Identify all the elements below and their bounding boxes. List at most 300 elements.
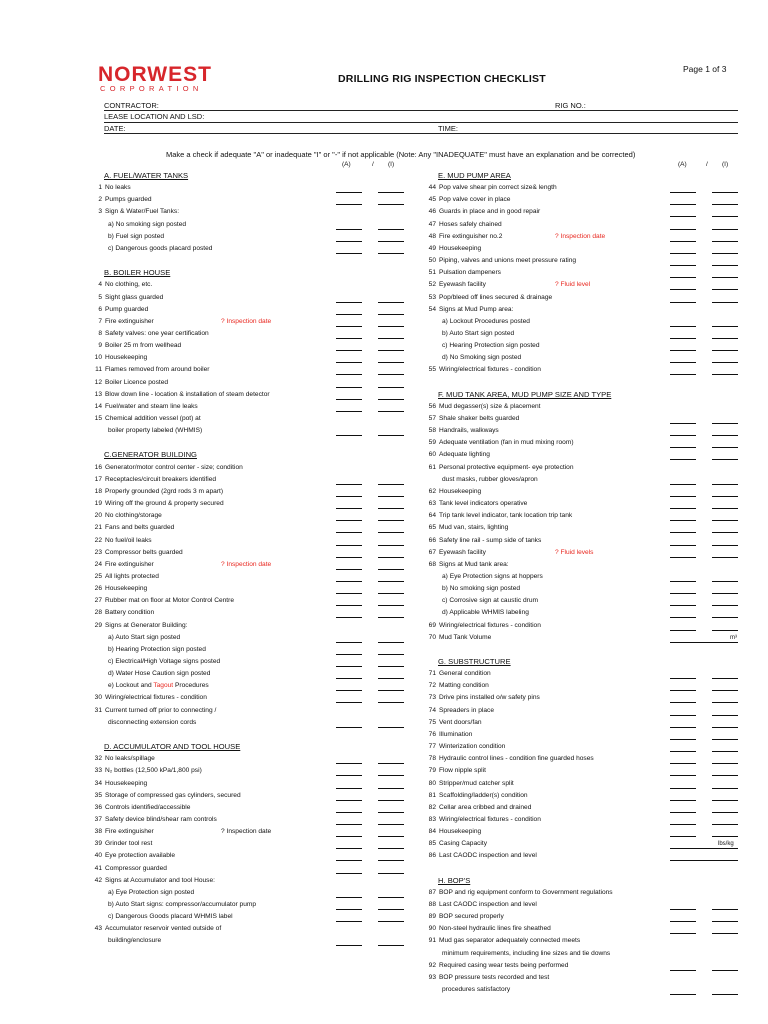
item-label: Fire extinguisher no.2 [439,232,503,240]
adequate-check-field[interactable] [670,508,696,509]
adequate-check-field[interactable] [670,229,696,230]
inadequate-check-field[interactable] [712,581,738,582]
adequate-check-field[interactable] [336,204,362,205]
item-label-part: Procedures [173,682,209,690]
inadequate-check-field[interactable] [712,229,738,230]
adequate-check-field[interactable] [670,617,696,618]
adequate-check-field[interactable] [670,921,696,922]
inadequate-check-field[interactable] [378,666,404,667]
inadequate-check-field[interactable] [712,751,738,752]
item-label: Wiring/electrical fixtures - condition [439,366,541,374]
adequate-check-field[interactable] [336,241,362,242]
adequate-check-field[interactable] [336,362,362,363]
inadequate-check-field[interactable] [712,532,738,533]
item-label: Signs at Mud Pump area: [439,305,514,313]
adequate-check-field[interactable] [336,897,362,898]
adequate-check-field[interactable] [336,496,362,497]
item-label: a) Lockout Procedures posted [442,317,530,325]
adequate-check-field[interactable] [670,593,696,594]
inadequate-check-field[interactable] [378,593,404,594]
adequate-check-field[interactable] [336,617,362,618]
inadequate-check-field[interactable] [378,338,404,339]
item-number: 63 [428,500,436,508]
item-note: ? Inspection date [221,317,272,325]
item-label: Safety device blind/shear ram controls [105,815,217,823]
inadequate-check-field[interactable] [712,994,738,995]
item-number: 59 [428,439,436,447]
inadequate-check-field[interactable] [712,435,738,436]
adequate-check-field[interactable] [336,642,362,643]
item-number: 55 [428,366,436,374]
left-col-i-header: (I) [388,161,395,168]
inadequate-check-field[interactable] [712,836,738,837]
inadequate-check-field[interactable] [712,545,738,546]
inadequate-check-field[interactable] [378,508,404,509]
item-number: 46 [428,208,436,216]
adequate-check-field[interactable] [336,605,362,606]
item-number: 13 [94,390,102,398]
inadequate-check-field[interactable] [712,921,738,922]
adequate-check-field[interactable] [670,824,696,825]
adequate-check-field[interactable] [336,314,362,315]
adequate-check-field[interactable] [670,423,696,424]
inadequate-check-field[interactable] [712,496,738,497]
item-label: Pump guarded [105,305,149,313]
adequate-check-field[interactable] [336,350,362,351]
adequate-check-field[interactable] [670,216,696,217]
item-label: BOP pressure tests recorded and test [439,973,550,981]
inadequate-check-field[interactable] [712,678,738,679]
item-number: 70 [428,633,436,641]
item-label: c) Dangerous Goods placard WHMIS label [108,913,233,921]
inadequate-check-field[interactable] [378,557,404,558]
item-number: 47 [428,220,436,228]
item-label: Drive pins installed o/w safety pins [439,694,540,702]
adequate-check-field[interactable] [670,715,696,716]
inadequate-check-field[interactable] [378,253,404,254]
inadequate-check-field[interactable] [378,362,404,363]
adequate-check-field[interactable] [670,265,696,266]
adequate-check-field[interactable] [336,411,362,412]
adequate-check-field[interactable] [336,399,362,400]
adequate-check-field[interactable] [336,848,362,849]
adequate-check-field[interactable] [336,435,362,436]
item-label: Wiring/electrical fixtures - condition [439,815,541,823]
item-note: ? Inspection date [221,828,272,836]
item-label: Eyewash facility [439,548,486,556]
adequate-check-field[interactable] [670,909,696,910]
adequate-check-field[interactable] [670,630,696,631]
item-number: 54 [428,305,436,313]
right-col-slash-header: / [706,161,708,168]
adequate-check-field[interactable] [670,484,696,485]
inadequate-check-field[interactable] [712,630,738,631]
item-label: a) Auto Start sign posted [108,633,181,641]
adequate-check-field[interactable] [336,824,362,825]
item-label: dust masks, rubber gloves/apron [442,475,538,483]
inadequate-check-field[interactable] [712,824,738,825]
inadequate-check-field[interactable] [712,605,738,606]
section-heading-c-generator-building: C.GENERATOR BUILDING [104,450,197,460]
item-label: Wiring off the ground & property secured [105,500,224,508]
item-label: Last CAODC inspection and level [439,852,537,860]
inadequate-check-field[interactable] [712,593,738,594]
item-label: Fans and belts guarded [105,524,175,532]
item-label: Piping, valves and unions meet pressure rating [439,257,577,265]
adequate-check-field[interactable] [336,788,362,789]
inadequate-check-field[interactable] [378,945,404,946]
inadequate-check-field[interactable] [378,836,404,837]
item-label: Housekeeping [105,354,148,362]
inadequate-check-field[interactable] [712,374,738,375]
item-number: 20 [94,512,102,520]
item-label: c) Electrical/High Voltage signs posted [108,658,221,665]
adequate-check-field[interactable] [670,800,696,801]
inadequate-check-field[interactable] [378,496,404,497]
inadequate-check-field[interactable] [378,302,404,303]
inadequate-check-field[interactable] [712,690,738,691]
item-label: Housekeeping [439,828,482,836]
item-number: 86 [428,852,436,860]
adequate-check-field[interactable] [336,253,362,254]
inadequate-check-field[interactable] [378,204,404,205]
adequate-check-field[interactable] [670,994,696,995]
adequate-check-field[interactable] [336,678,362,679]
item-number: 69 [428,621,436,629]
item-label: d) No Smoking sign posted [442,354,522,362]
inadequate-check-field[interactable] [378,484,404,485]
adequate-check-field[interactable] [670,302,696,303]
item-label: Wiring/electrical fixtures - condition [439,621,541,629]
value-entry-field[interactable] [670,642,738,643]
item-number: 32 [94,755,102,763]
inadequate-check-field[interactable] [712,617,738,618]
inadequate-check-field[interactable] [378,873,404,874]
adequate-check-field[interactable] [670,605,696,606]
inadequate-check-field[interactable] [378,532,404,533]
item-number: 49 [428,244,436,252]
item-label: building/enclosure [108,937,162,945]
adequate-check-field[interactable] [670,775,696,776]
item-label: a) Eye Protection signs at hoppers [442,572,543,580]
adequate-check-field[interactable] [336,763,362,764]
item-number: 51 [428,269,436,277]
inadequate-check-field[interactable] [712,715,738,716]
adequate-check-field[interactable] [336,727,362,728]
item-number: 11 [95,366,102,374]
inadequate-check-field[interactable] [378,897,404,898]
adequate-check-field[interactable] [336,229,362,230]
inadequate-check-field[interactable] [712,216,738,217]
inadequate-check-field[interactable] [378,229,404,230]
inadequate-check-field[interactable] [378,642,404,643]
item-label: Fire extinguisher [105,317,154,325]
item-label: Properly grounded (2grd rods 3 m apart) [105,487,224,495]
inadequate-check-field[interactable] [378,824,404,825]
inadequate-check-field[interactable] [712,520,738,521]
inadequate-check-field[interactable] [712,739,738,740]
item-label: Scaffolding/ladder(s) condition [439,791,528,799]
item-label: No clothing/storage [105,512,162,520]
item-number: 57 [428,415,436,422]
item-number: 92 [428,961,436,969]
inadequate-check-field[interactable] [712,484,738,485]
item-number: 17 [94,475,102,483]
item-label: Battery condition [105,609,155,617]
item-label: Accumulator reservoir vented outside of [105,925,222,933]
inadequate-check-field[interactable] [712,253,738,254]
adequate-check-field[interactable] [670,459,696,460]
adequate-check-field[interactable] [336,921,362,922]
adequate-check-field[interactable] [336,593,362,594]
item-label: Flames removed from around boiler [105,366,210,374]
item-number: 45 [428,196,436,204]
inadequate-check-field[interactable] [378,581,404,582]
adequate-check-field[interactable] [336,812,362,813]
adequate-check-field[interactable] [670,557,696,558]
inadequate-check-field[interactable] [712,289,738,290]
adequate-check-field[interactable] [336,192,362,193]
inadequate-check-field[interactable] [378,921,404,922]
inadequate-check-field[interactable] [378,399,404,400]
inadequate-check-field[interactable] [712,812,738,813]
item-label: Fire extinguisher [105,828,154,836]
inadequate-check-field[interactable] [712,508,738,509]
item-label: Vent doors/fan [439,718,482,726]
item-label: Last CAODC inspection and level [439,901,537,908]
adequate-check-field[interactable] [670,435,696,436]
inadequate-check-field[interactable] [378,775,404,776]
item-label-part: e) Lockout and [108,682,154,690]
inadequate-check-field[interactable] [712,702,738,703]
inadequate-check-field[interactable] [378,192,404,193]
adequate-check-field[interactable] [670,326,696,327]
adequate-check-field[interactable] [670,788,696,789]
item-label: Pop valve cover in place [439,196,511,204]
inadequate-check-field[interactable] [378,800,404,801]
item-number: 42 [94,876,102,884]
adequate-check-field[interactable] [670,204,696,205]
item-number: 88 [428,901,436,908]
adequate-check-field[interactable] [336,569,362,570]
inadequate-check-field[interactable] [378,605,404,606]
item-number: 21 [94,524,102,532]
item-number: 66 [428,536,436,544]
adequate-check-field[interactable] [336,374,362,375]
item-label: Pop valve shear pin correct size& length [439,184,557,192]
item-number: 34 [94,779,102,787]
adequate-check-field[interactable] [670,702,696,703]
inadequate-check-field[interactable] [712,277,738,278]
inadequate-check-field[interactable] [378,702,404,703]
inadequate-check-field[interactable] [712,326,738,327]
inadequate-check-field[interactable] [712,775,738,776]
adequate-check-field[interactable] [670,241,696,242]
inadequate-check-field[interactable] [378,727,404,728]
item-label: Safety valves: one year certification [105,329,209,337]
inadequate-check-field[interactable] [378,411,404,412]
adequate-check-field[interactable] [670,447,696,448]
item-label: Receptacles/circuit breakers identified [105,475,217,483]
inadequate-check-field[interactable] [712,557,738,558]
inadequate-check-field[interactable] [712,350,738,351]
inadequate-check-field[interactable] [378,860,404,861]
inadequate-check-field[interactable] [378,326,404,327]
adequate-check-field[interactable] [670,836,696,837]
adequate-check-field[interactable] [670,374,696,375]
inadequate-check-field[interactable] [712,800,738,801]
item-label: Sight glass guarded [105,293,164,301]
inadequate-check-field[interactable] [378,387,404,388]
item-number: 82 [428,803,436,811]
adequate-check-field[interactable] [670,739,696,740]
adequate-check-field[interactable] [670,253,696,254]
item-label: Adequate lighting [439,451,490,459]
adequate-check-field[interactable] [336,909,362,910]
adequate-check-field[interactable] [670,520,696,521]
item-label: Signs at Accumulator and tool House: [105,876,215,884]
item-label: b) Fuel sign posted [108,232,165,240]
adequate-check-field[interactable] [336,666,362,667]
page-title: DRILLING RIG INSPECTION CHECKLIST [338,73,546,85]
adequate-check-field[interactable] [336,836,362,837]
inadequate-check-field[interactable] [712,763,738,764]
inadequate-check-field[interactable] [712,933,738,934]
adequate-check-field[interactable] [670,970,696,971]
adequate-check-field[interactable] [670,678,696,679]
inadequate-check-field[interactable] [712,727,738,728]
inadequate-check-field[interactable] [378,678,404,679]
adequate-check-field[interactable] [336,581,362,582]
adequate-check-field[interactable] [670,289,696,290]
adequate-check-field[interactable] [670,277,696,278]
inadequate-check-field[interactable] [378,654,404,655]
adequate-check-field[interactable] [336,545,362,546]
inadequate-check-field[interactable] [378,374,404,375]
inadequate-check-field[interactable] [712,788,738,789]
item-label: Mud gas separator adequately connected meets [439,937,581,945]
inadequate-check-field[interactable] [712,192,738,193]
item-label: Tank level indicators operative [439,500,528,508]
item-label: Non-steel hydraulic lines fire sheathed [439,925,551,933]
adequate-check-field[interactable] [336,387,362,388]
item-number: 56 [428,402,436,410]
inadequate-check-field[interactable] [712,241,738,242]
adequate-check-field[interactable] [336,860,362,861]
inadequate-check-field[interactable] [712,338,738,339]
value-entry-field[interactable] [670,848,738,849]
inadequate-check-field[interactable] [712,265,738,266]
adequate-check-field[interactable] [336,775,362,776]
item-number: 78 [428,755,436,763]
adequate-check-field[interactable] [670,763,696,764]
adequate-check-field[interactable] [336,702,362,703]
inadequate-check-field[interactable] [378,812,404,813]
instructions: Make a check if adequate "A" or inadequate "I" or "-" if not applicable (Note: Any "INADEQUATE" must have an explanation and be corrected) [166,150,636,159]
item-label: N₂ bottles (12,500 kPa/1,800 psi) [105,767,202,775]
item-number: 67 [428,548,436,556]
inadequate-check-field[interactable] [378,314,404,315]
adequate-check-field[interactable] [670,727,696,728]
item-label: Pop/bleed off lines secured & drainage [439,293,553,301]
item-number: 14 [94,402,102,410]
adequate-check-field[interactable] [670,192,696,193]
adequate-check-field[interactable] [670,933,696,934]
inadequate-check-field[interactable] [378,848,404,849]
item-number: 33 [94,767,102,775]
adequate-check-field[interactable] [336,338,362,339]
adequate-check-field[interactable] [336,654,362,655]
adequate-check-field[interactable] [670,338,696,339]
inadequate-check-field[interactable] [378,909,404,910]
adequate-check-field[interactable] [336,873,362,874]
item-number: 3 [98,208,102,216]
inadequate-check-field[interactable] [378,617,404,618]
adequate-check-field[interactable] [336,532,362,533]
item-number: 80 [428,779,436,787]
inadequate-check-field[interactable] [378,520,404,521]
inadequate-check-field[interactable] [712,459,738,460]
inadequate-check-field[interactable] [712,423,738,424]
inadequate-check-field[interactable] [712,970,738,971]
inadequate-check-field[interactable] [712,909,738,910]
inadequate-check-field[interactable] [378,545,404,546]
adequate-check-field[interactable] [336,690,362,691]
inadequate-check-field[interactable] [712,447,738,448]
item-number: 50 [428,257,436,265]
inadequate-check-field[interactable] [712,204,738,205]
inadequate-check-field[interactable] [378,350,404,351]
adequate-check-field[interactable] [670,812,696,813]
adequate-check-field[interactable] [670,362,696,363]
inadequate-check-field[interactable] [378,788,404,789]
inadequate-check-field[interactable] [378,763,404,764]
adequate-check-field[interactable] [336,800,362,801]
item-label: a) No smoking sign posted [108,220,187,228]
adequate-check-field[interactable] [336,508,362,509]
inadequate-check-field[interactable] [378,569,404,570]
inadequate-check-field[interactable] [712,362,738,363]
adequate-check-field[interactable] [670,690,696,691]
value-entry-field[interactable] [670,860,738,861]
adequate-check-field[interactable] [336,302,362,303]
adequate-check-field[interactable] [336,945,362,946]
adequate-check-field[interactable] [336,557,362,558]
adequate-check-field[interactable] [336,520,362,521]
adequate-check-field[interactable] [670,496,696,497]
adequate-check-field[interactable] [336,326,362,327]
item-number: 41 [94,864,102,872]
adequate-check-field[interactable] [670,751,696,752]
item-label: Pulsation dampeners [439,269,501,277]
adequate-check-field[interactable] [336,484,362,485]
inadequate-check-field[interactable] [378,690,404,691]
adequate-check-field[interactable] [670,532,696,533]
adequate-check-field[interactable] [670,350,696,351]
item-label: Controls identified/accessible [105,803,191,811]
item-number: 48 [428,232,436,240]
inadequate-check-field[interactable] [378,435,404,436]
item-number: 73 [428,694,436,702]
item-number: 83 [428,815,436,823]
item-label: Cellar area cribbed and drained [439,803,532,811]
item-number: 68 [428,560,436,568]
inadequate-check-field[interactable] [712,302,738,303]
inadequate-check-field[interactable] [378,241,404,242]
adequate-check-field[interactable] [670,581,696,582]
item-note: ? Fluid level [555,281,591,289]
adequate-check-field[interactable] [670,545,696,546]
